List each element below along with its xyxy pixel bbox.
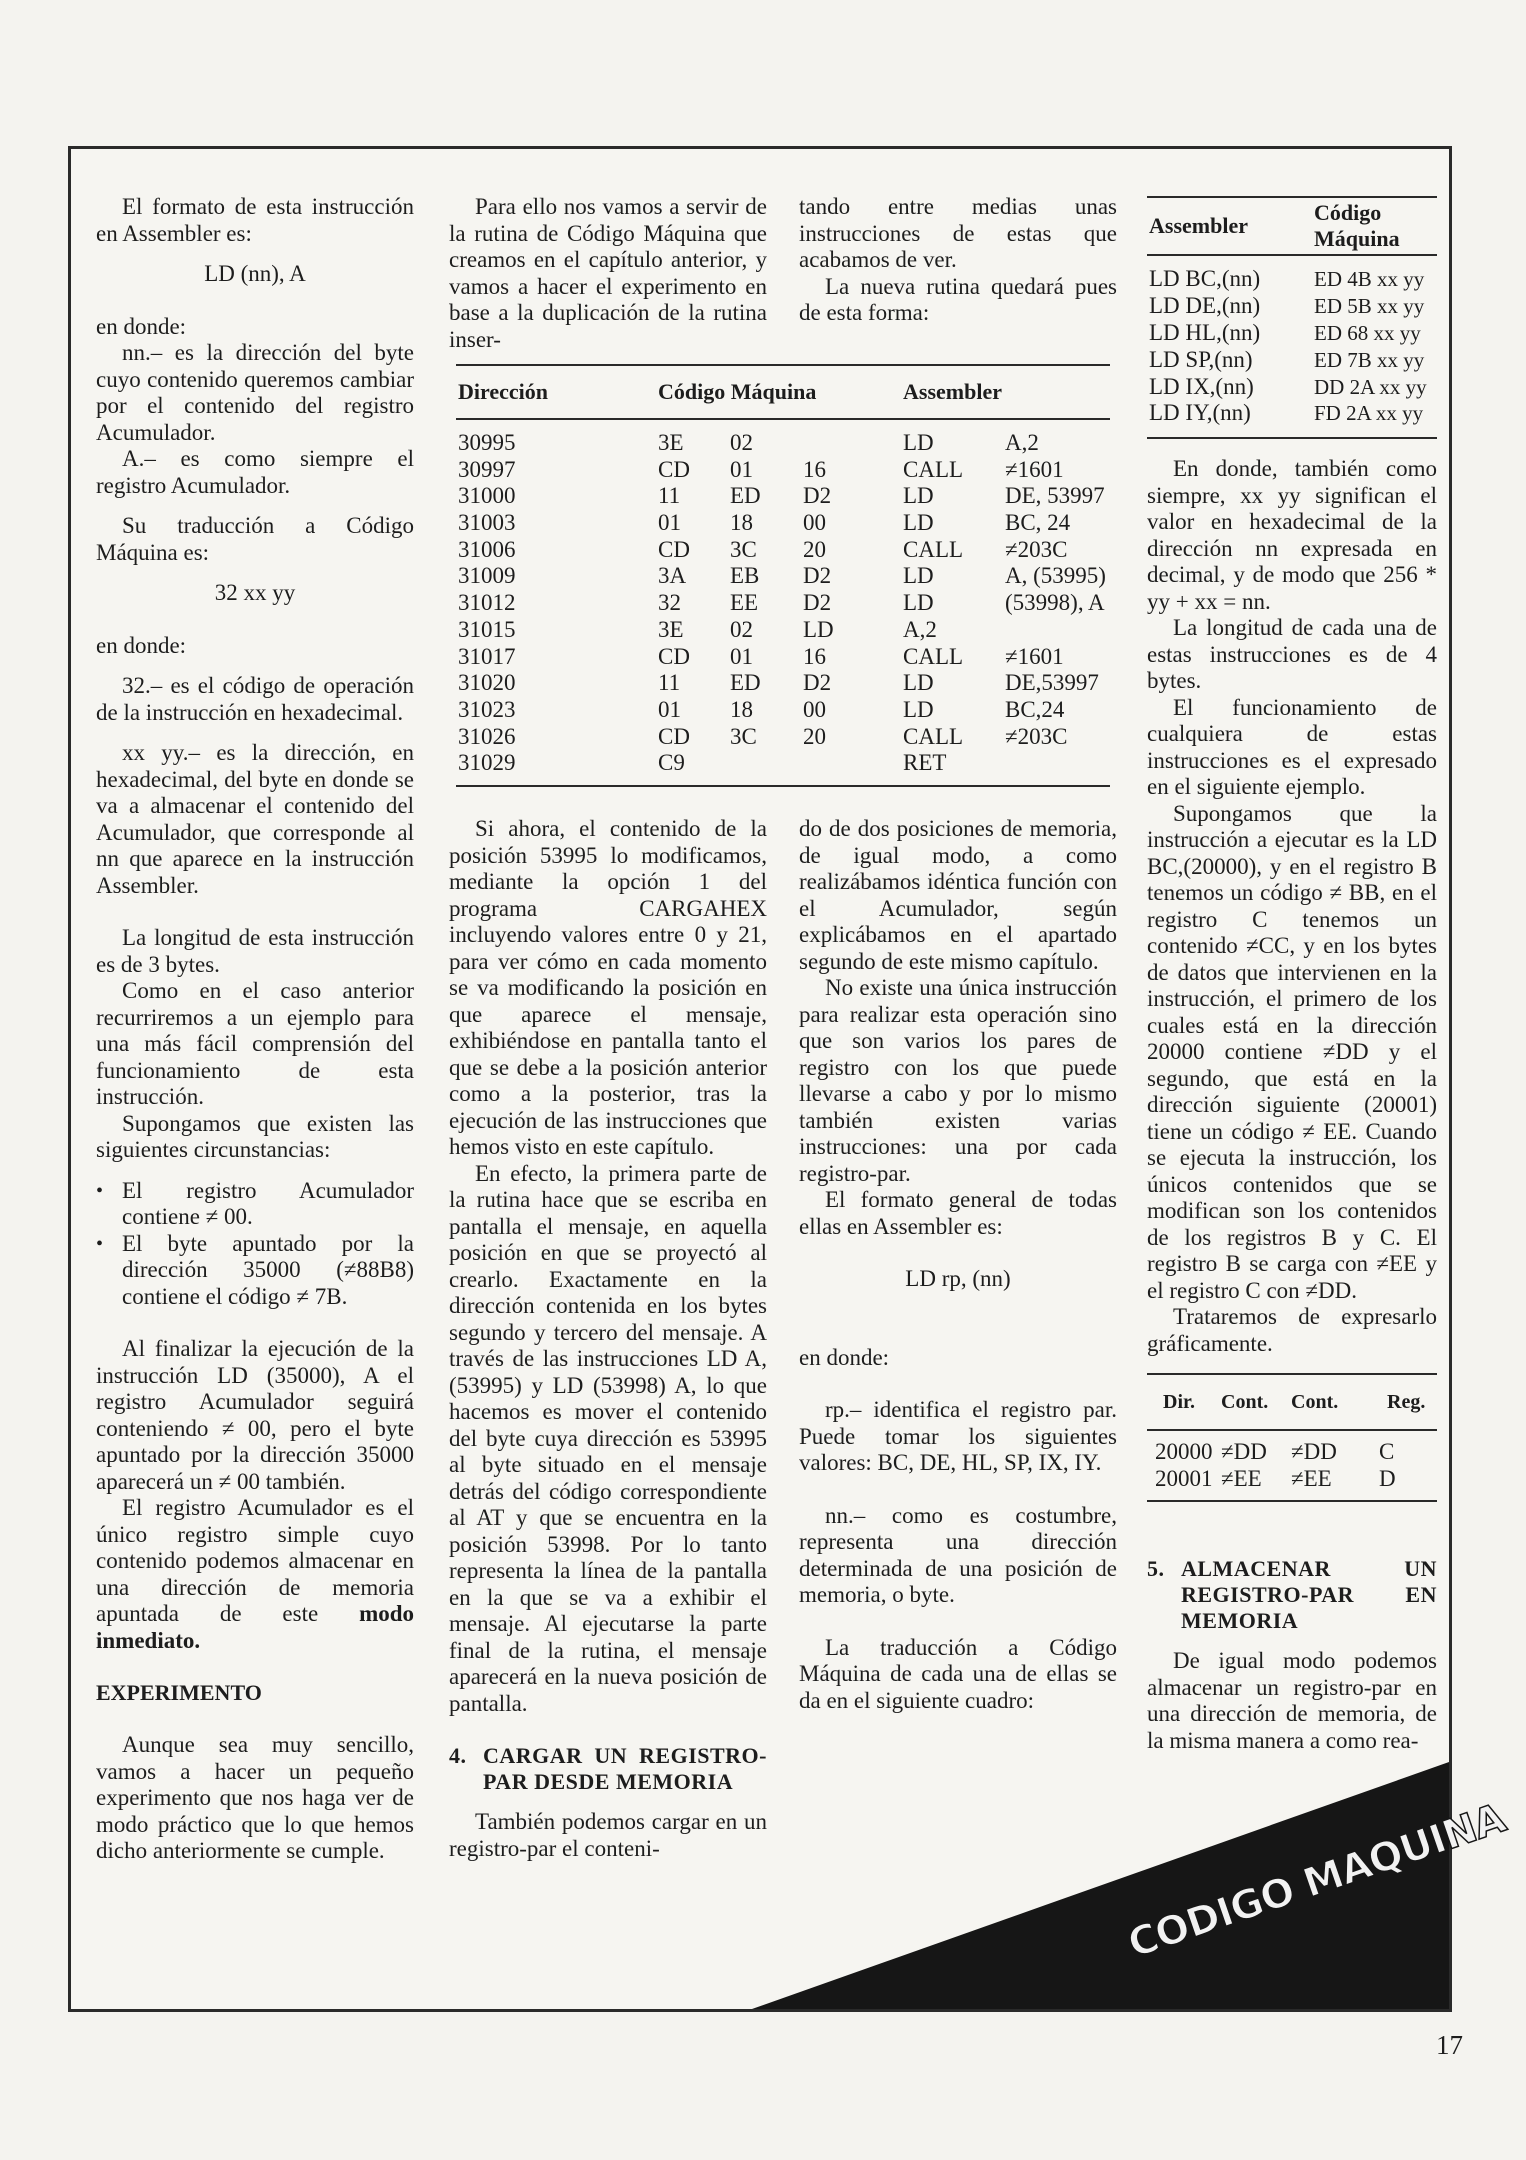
cell-mnemonic: LD [903,510,934,536]
page-number: 17 [1436,2030,1463,2060]
header-direccion: Dirección [458,379,549,404]
codigo-maquina-banner [752,1762,1511,2009]
emphasis-text: modo inmediato. [96,1601,415,1653]
paragraph: nn.– es la dirección del byte cuyo contenido queremos cambiar por el contenido del registro Acumulador. [96,340,414,445]
cell-reg: C [1379,1439,1395,1464]
paragraph: La traducción a Código Máquina de cada una de ellas se da en el siguiente cuadro: [799,1634,1117,1713]
cell-mnemonic: A,2 [903,616,937,642]
cell-mnemonic: CALL [903,643,964,669]
label-where: en donde: [799,1344,890,1370]
paragraph: 32.– es el código de operación de la instrucción en hexadecimal. [96,673,414,725]
cell-codigo: ED 5B xx yy [1314,293,1425,318]
cell-byte: 3C [730,723,757,749]
table-row [1147,266,1437,293]
cell-byte: 11 [658,670,681,696]
cell-operand: ≠1601 [1005,643,1064,669]
column-4-lower [1147,1556,1437,1754]
table-row [456,430,1110,457]
table-row [456,457,1110,484]
cell-reg: D [1379,1465,1396,1491]
cell-assembler: LD IX,(nn) [1149,373,1254,399]
column-2-bottom [449,816,767,1862]
table-row [1147,293,1437,320]
cell-byte: 02 [730,616,753,642]
table-rule [1147,1500,1437,1502]
bullet-marker: • [96,1179,104,1202]
column-3-bottom [799,816,1117,1714]
cell-mnemonic: LD [903,483,934,509]
bullet-text: El registro Acumulador contiene ≠ 00. [122,1177,414,1229]
cell-direccion: 30995 [458,430,516,455]
paragraph: La longitud de esta instrucción es de 3 bytes. [96,925,414,977]
cell-byte: EE [730,590,759,616]
cell-byte: CD [658,723,690,749]
table-body [456,430,1110,777]
cell-operand: A, (53995) [1005,563,1106,589]
paragraph: Para ello nos vamos a servir de la rutina de Código Máquina que creamos en el capítulo anterior, y vamos a hacer el experimento en base a la duplicación de la rutina inser- [449,194,767,352]
paragraph: xx yy.– es la dirección, en hexadecimal, del byte en donde se va a almacenar el contenido del Acumulador, que corresponde al nn que aparece en la instrucción Assembler. [96,740,414,898]
cell-byte: 16 [803,643,826,669]
table-row [456,590,1110,617]
paragraph: Aunque sea muy sencillo, vamos a hacer un pequeño experimento que nos haga ver de modo práctico que lo que hemos dicho anteriormente se cumple. [96,1732,414,1863]
paragraph: En efecto, la primera parte de la rutina hace que se escriba en pantalla el mensaje, en aquella posición en que se proyectó al crearlo. Exactamente en la dirección contenida en los bytes segundo y tercero del mensaje. A través de las instrucciones LD A, (53995) y LD (53998) A, lo que hacemos es mover el contenido del byte cuya dirección es 53995 al byte situado en el mensaje detrás del código correspondiente al AT y que se encuentra en la posición 53998. Por lo tanto representa la línea de la pantalla en la que se va a exhibir el mensaje. Al ejecutarse la parte final de la rutina, el mensaje aparecerá en la nueva posición de pantalla. [449,1160,767,1716]
table-body [1147,266,1437,427]
section-title: CARGAR UN REGISTRO-PAR DESDE MEMORIA [483,1743,767,1794]
table-row [456,537,1110,564]
cell-operand [1005,750,1110,777]
cell-dir: 20000 [1155,1439,1213,1464]
cell-operand: ≠1601 [1005,456,1064,482]
cell-codigo: ED 7B xx yy [1314,347,1425,372]
cell-mnemonic: CALL [903,456,964,482]
cell-byte: 02 [730,430,753,455]
cell-cont: ≠DD [1221,1439,1267,1464]
paragraph: Como en el caso anterior recurriremos a un ejemplo para una más fácil comprensión del funcionamiento de esta instrucción. [96,978,414,1109]
table-rule [456,418,1110,420]
paragraph: El funcionamiento de cualquiera de estas instrucciones es el expresado en el siguiente ejemplo. [1147,694,1437,799]
cell-byte: D2 [803,670,832,696]
cell-byte: 3C [730,536,757,562]
table-row [1147,1466,1437,1493]
cell-mnemonic: CALL [903,723,964,749]
paragraph: Supongamos que la instrucción a ejecutar es la LD BC,(20000), y en el registro B tenemos un código ≠ BB, en el registro C tenemos un contenido ≠CC, y en los bytes de datos que intervienen en la instrucción, el primero de los cuales está en la dirección 20000 contiene ≠DD y el segundo, que está en la dirección siguiente (20001) tiene un código ≠ EE. Cuando se ejecuta la instrucción, los únicos contenidos que se modifican son los contenidos de los registros B y C. El registro B se carga con ≠EE y el registro C con ≠DD. [1147,800,1437,1303]
section-number: 4. [449,1743,467,1768]
header-assembler: Assembler [903,379,1002,404]
cell-byte: D2 [803,563,832,589]
bullet-item [96,1178,414,1231]
cell-mnemonic: LD [903,430,934,455]
cell-direccion: 31017 [458,643,516,669]
header-cont: Cont. [1291,1390,1339,1413]
paragraph: do de dos posiciones de memoria, de igual modo, a como realizábamos idéntica función con el Acumulador, según explicábamos en el apartado segundo de este mismo capítulo. [799,816,1117,974]
paragraph: La longitud de cada una de estas instrucciones es de 4 bytes. [1147,615,1437,693]
paragraph-text: El registro Acumulador es el único registro simple cuyo contenido podemos almacenar en una dirección de memoria apuntada de este [96,1495,414,1626]
bullet-item [96,1231,414,1311]
label-where: en donde: [96,313,187,339]
cell-direccion: 31015 [458,616,516,642]
cell-byte: C9 [658,750,685,776]
code-line: 32 xx yy [214,580,296,605]
section-heading [1147,1556,1437,1634]
table-row [456,617,1110,644]
cell-byte: 32 [658,590,681,616]
cell-direccion: 31000 [458,483,516,509]
section-number: 5. [1147,1556,1165,1581]
table-rule [456,785,1110,787]
cell-mnemonic: LD [903,563,934,589]
table-row [456,724,1110,751]
table-row [1147,1439,1437,1466]
register-table [1147,1373,1437,1502]
label-where: en donde: [96,632,187,658]
column-3-top [799,194,1117,327]
cell-byte: 00 [803,696,826,722]
table-header [1147,1375,1437,1429]
paragraph: Si ahora, el contenido de la posición 53995 lo modificamos, mediante la opción 1 del programa CARGAHEX incluyendo valores entre 0 y 21, para ver cómo en cada momento se va modificando la posición en que aparece el mensaje, exhibiéndose en pantalla tanto el que se debe a la posición anterior como a la posterior, tras la ejecución de las instrucciones que hemos visto en este capítulo. [449,816,767,1159]
cell-byte: 3E [658,616,684,642]
section-heading: EXPERIMENTO [96,1680,262,1705]
cell-operand: (53998), A [1005,590,1105,616]
cell-byte: 20 [803,536,826,562]
cell-direccion: 31003 [458,510,516,536]
cell-cont: ≠EE [1221,1465,1262,1491]
cell-byte: 00 [803,510,826,536]
cell-byte: 01 [658,510,681,536]
cell-mnemonic: LD [903,670,934,696]
code-line: LD rp, (nn) [905,1266,1011,1291]
table-rule [1147,254,1437,256]
paragraph: De igual modo podemos almacenar un registro-par en una dirección de memoria, de la misma manera a como rea- [1147,1648,1437,1753]
table-row [1147,400,1437,427]
paragraph: A.– es como siempre el registro Acumulador. [96,446,414,498]
cell-byte: 18 [730,510,753,536]
cell-byte: CD [658,456,690,482]
table-row [456,750,1110,777]
cell-direccion: 31029 [458,750,516,776]
cell-byte: ED [730,483,761,509]
table-body [1147,1439,1437,1492]
header-cont: Cont. [1221,1390,1269,1413]
table-row [456,563,1110,590]
section-heading [449,1743,767,1795]
section-title: ALMACENAR UN REGISTRO-PAR EN MEMORIA [1181,1556,1437,1633]
cell-operand: DE,53997 [1005,670,1099,696]
table-header [1147,198,1437,254]
cell-byte: 3E [658,430,684,455]
paragraph: rp.– identifica el registro par. Puede tomar los siguientes valores: BC, DE, HL, SP, IX, IY. [799,1397,1117,1475]
cell-mnemonic: RET [903,750,947,776]
bullet-text: El byte apuntado por la dirección 35000 (≠88B8) contiene el código ≠ 7B. [122,1230,414,1309]
banner-logo-text: CODIGO MAQUINA [1122,1795,1511,1968]
cell-operand [1005,617,1110,644]
header-reg: Reg. [1387,1390,1426,1413]
cell-operand: ≠203C [1005,723,1068,749]
cell-direccion: 31009 [458,563,516,589]
table-row [1147,347,1437,374]
cell-operand: BC, 24 [1005,510,1071,536]
cell-byte: 16 [803,456,826,482]
cell-mnemonic: LD [903,590,934,616]
cell-byte [730,750,803,777]
cell-byte [803,750,903,777]
cell-codigo: ED 4B xx yy [1314,267,1425,291]
table-row [456,510,1110,537]
cell-codigo: ED 68 xx yy [1314,320,1421,345]
paragraph: tando entre medias unas instrucciones de estas que acabamos de ver. [799,194,1117,272]
cell-assembler: LD SP,(nn) [1149,346,1253,372]
program-table [456,364,1110,787]
paragraph: Supongamos que existen las siguientes circunstancias: [96,1110,414,1162]
cell-direccion: 31012 [458,590,516,616]
paragraph: El formato general de todas ellas en Assembler es: [799,1187,1117,1239]
paragraph [96,1495,414,1654]
cell-codigo: DD 2A xx yy [1314,374,1427,399]
cell-mnemonic: LD [903,696,934,722]
header-dir: Dir. [1163,1390,1196,1413]
paragraph: No existe una única instrucción para realizar esta operación sino que son varios los pares de registro con los que puede llevarse a cabo y por lo mismo también existen varias instrucciones: una por cada registro-par. [799,975,1117,1186]
cell-byte: 01 [730,456,753,482]
column-2-top [449,194,767,353]
cell-byte: 3A [658,563,687,589]
cell-byte: 01 [658,696,681,722]
cell-direccion: 30997 [458,456,516,482]
cell-operand: BC,24 [1005,696,1065,722]
header-codigo-maquina: Código Máquina [1314,200,1400,251]
column-1 [96,194,414,1865]
cell-cont: ≠EE [1291,1465,1332,1491]
paragraph: El formato de esta instrucción en Assembler es: [96,194,414,246]
paragraph: También podemos cargar en un registro-par el conteni- [449,1809,767,1861]
table-row [1147,320,1437,347]
cell-byte: CD [658,536,690,562]
cell-operand: ≠203C [1005,536,1068,562]
table-rule [1147,437,1437,439]
table-row [1147,374,1437,401]
cell-byte: 11 [658,483,681,509]
cell-byte: LD [803,616,834,642]
cell-byte: 18 [730,696,753,722]
paragraph: La nueva rutina quedará pues de esta forma: [799,273,1117,325]
table-row [456,644,1110,671]
paragraph: Al finalizar la ejecución de la instrucción LD (35000), A el registro Acumulador seguirá conteniendo ≠ 00, pero el byte apuntado por la dirección 35000 aparecerá un ≠ 00 también. [96,1336,414,1494]
paragraph: Su traducción a Código Máquina es: [96,513,414,565]
paragraph: En donde, también como siempre, xx yy significan el valor en hexadecimal de la dirección nn expresada en decimal, y de modo que 256 * yy + xx = nn. [1147,456,1437,614]
paragraph: nn.– como es costumbre, representa una dirección determinada de una posición de memoria, o byte. [799,1502,1117,1607]
header-codigo-maquina: Código Máquina [658,379,817,404]
cell-mnemonic: CALL [903,536,964,562]
table-row [456,670,1110,697]
header-assembler: Assembler [1149,213,1248,238]
cell-dir: 20001 [1155,1465,1213,1491]
assembler-table [1147,196,1437,439]
table-header [456,366,1110,418]
cell-byte: EB [730,563,760,589]
cell-byte: ED [730,670,761,696]
cell-direccion: 31026 [458,723,516,749]
cell-assembler: LD IY,(nn) [1149,400,1251,426]
cell-assembler: LD BC,(nn) [1149,266,1261,291]
table-row [456,697,1110,724]
cell-byte: D2 [803,590,832,616]
paragraph: Trataremos de expresarlo gráficamente. [1147,1304,1437,1356]
column-4 [1147,456,1437,1357]
cell-assembler: LD HL,(nn) [1149,319,1261,345]
cell-byte: 01 [730,643,753,669]
cell-byte [803,430,903,457]
table-row [456,483,1110,510]
cell-byte: 20 [803,723,826,749]
cell-cont: ≠DD [1291,1439,1337,1464]
cell-assembler: LD DE,(nn) [1149,292,1261,318]
cell-codigo: FD 2A xx yy [1314,401,1424,426]
cell-direccion: 31006 [458,536,516,562]
cell-operand: A,2 [1005,430,1039,455]
cell-byte: CD [658,643,690,669]
cell-operand: DE, 53997 [1005,483,1105,509]
bullet-marker: • [96,1232,104,1255]
cell-byte: D2 [803,483,832,509]
cell-direccion: 31023 [458,696,516,722]
code-line: LD (nn), A [204,261,306,286]
cell-direccion: 31020 [458,670,516,696]
table-rule [1147,1429,1437,1431]
